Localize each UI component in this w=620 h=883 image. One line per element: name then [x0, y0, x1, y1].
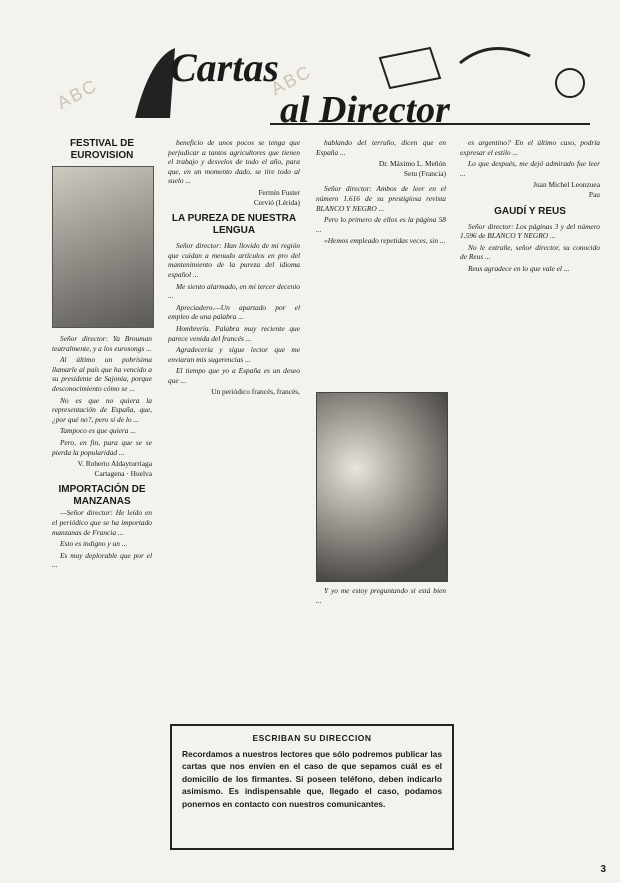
col1-para: Señor director: Ya Brouman teatralmente, y a los eurosongs ... [52, 334, 152, 353]
eurovision-photo [52, 166, 154, 328]
col2-para2: Apreciadero.—Un apartado por el empleo de una palabra ... [168, 302, 300, 322]
masthead [130, 38, 600, 130]
col4-signature1: Juan Michel Leonzuea Pau [533, 180, 600, 199]
col1-para2: —Señor director: He leído en el periódico que se ha importado manzanas de Francia ... [52, 508, 152, 537]
col3-para: hablando del terruño, dicen que en España ... [316, 138, 446, 157]
col4-heading: GAUDÍ Y REUS [494, 205, 566, 217]
col2-para2: Señor director: Han llovido de mi región que cuidan a menudo artículos en pro del mantenimiento de la pureza del idioma español ... [168, 241, 300, 279]
masthead-line1: Cartas [170, 45, 279, 90]
column-1-body [52, 334, 152, 572]
col4-para2: No le extrañe, señor director, su conocido de Reus ... [460, 242, 600, 262]
col2-para2: Me siento alarmado, en mi tercer decenio ... [168, 281, 300, 301]
col2-para2: El tiempo que yo a España es un deseo que ... [168, 366, 300, 385]
col2-para2: Hombrería. Palabra muy reciente que parece venida del francés ... [168, 323, 300, 343]
column-4 [460, 138, 600, 276]
col2-para: beneficio de unos pocos se tenga que perjudicar a tantos agricultores que tienen el trabajo y desvelos de todo el año, para que, en un momento dado, se tire todo al suelo ... [168, 138, 300, 186]
watermark-left: ABC [53, 75, 101, 113]
column-3-lower [316, 586, 446, 607]
monument-photo [316, 392, 448, 582]
col1-para2: Es muy deplorable que por el ... [52, 550, 152, 570]
col2-heading: LA PUREZA DE NUESTRA LENGUA [171, 213, 297, 237]
col1-para: No es que no quiera la representación de España, que, ¿por qué no?, pero sí de lo ... [52, 395, 152, 424]
col3-signature1: Dr. Máximo L. Meñón Setu (Francia) [378, 159, 446, 178]
col2-para2: Agradecería y sigue lector que me enviaran mis sugerencias ... [168, 345, 300, 364]
column-1 [52, 138, 152, 162]
col1-para: Al último un pobrísima llamarle al país que ha vencido a su presidente de Sajonia, porque desconocimiento cómo se ... [52, 355, 152, 393]
col4-para2: Señor director: Los páginas 3 y del número 1.596 de BLANCO Y NEGRO ... [460, 221, 600, 241]
col1-heading: FESTIVAL DE EUROVISION [69, 138, 135, 161]
watermark-center: ABC [267, 61, 315, 99]
col2-signature2: Un periódico francés, francés, [211, 387, 300, 397]
col3-para2: Pero lo primero de ellos es la página 58 ... [316, 215, 446, 234]
col3-para2: Señor director: Ambos de leer en el número 1.616 de su prestigiosa revista BLANCO Y NEGRO ... [316, 184, 446, 213]
col2-signature1: Fermín Fuster Cervió (Lérida) [253, 187, 300, 207]
col1-signature: V. Roberto Aldayturriaga Cartagena · Huelva [77, 459, 152, 478]
notice-title: ESCRIBAN SU DIRECCION [252, 733, 372, 743]
col4-para: es argentino? En el último caso, podría expresar el estilo ... [460, 138, 600, 157]
col1-heading2: IMPORTACIÓN DE MANZANAS [58, 484, 146, 508]
col1-para2: Esto es indigno y un ... [60, 539, 128, 549]
col1-para: Tampoco es que quiera ... [60, 426, 136, 436]
col1-para: Pero, en fin, para que se se pierda la popularidad ... [52, 437, 152, 457]
notice-text: Recordamos a nuestros lectores que sólo podremos publicar las cartas que nos envíen en el caso de que sepamos cuál es el domicilio de los firmantes. Si poseen teléfono, deben indicarlo asimismo. Es indispensable que, llegado el caso, podamos ponernos en contacto con nuestros comunicantes. [182, 749, 442, 809]
col4-para2: Reus agradece en lo que vale el ... [468, 263, 570, 273]
masthead-line2: al Director [280, 89, 450, 131]
notice-box [170, 724, 454, 850]
col3-para2: «Hemos empleado repetidas veces, sin ... [324, 236, 446, 246]
column-3 [316, 138, 446, 248]
column-2 [168, 138, 300, 403]
page-number: 3 [600, 864, 606, 875]
col4-para: Lo que después, me dejó admirado fue leer ... [460, 159, 600, 178]
col3-para2: Y yo me estoy preguntando si está bien ... [316, 586, 446, 605]
